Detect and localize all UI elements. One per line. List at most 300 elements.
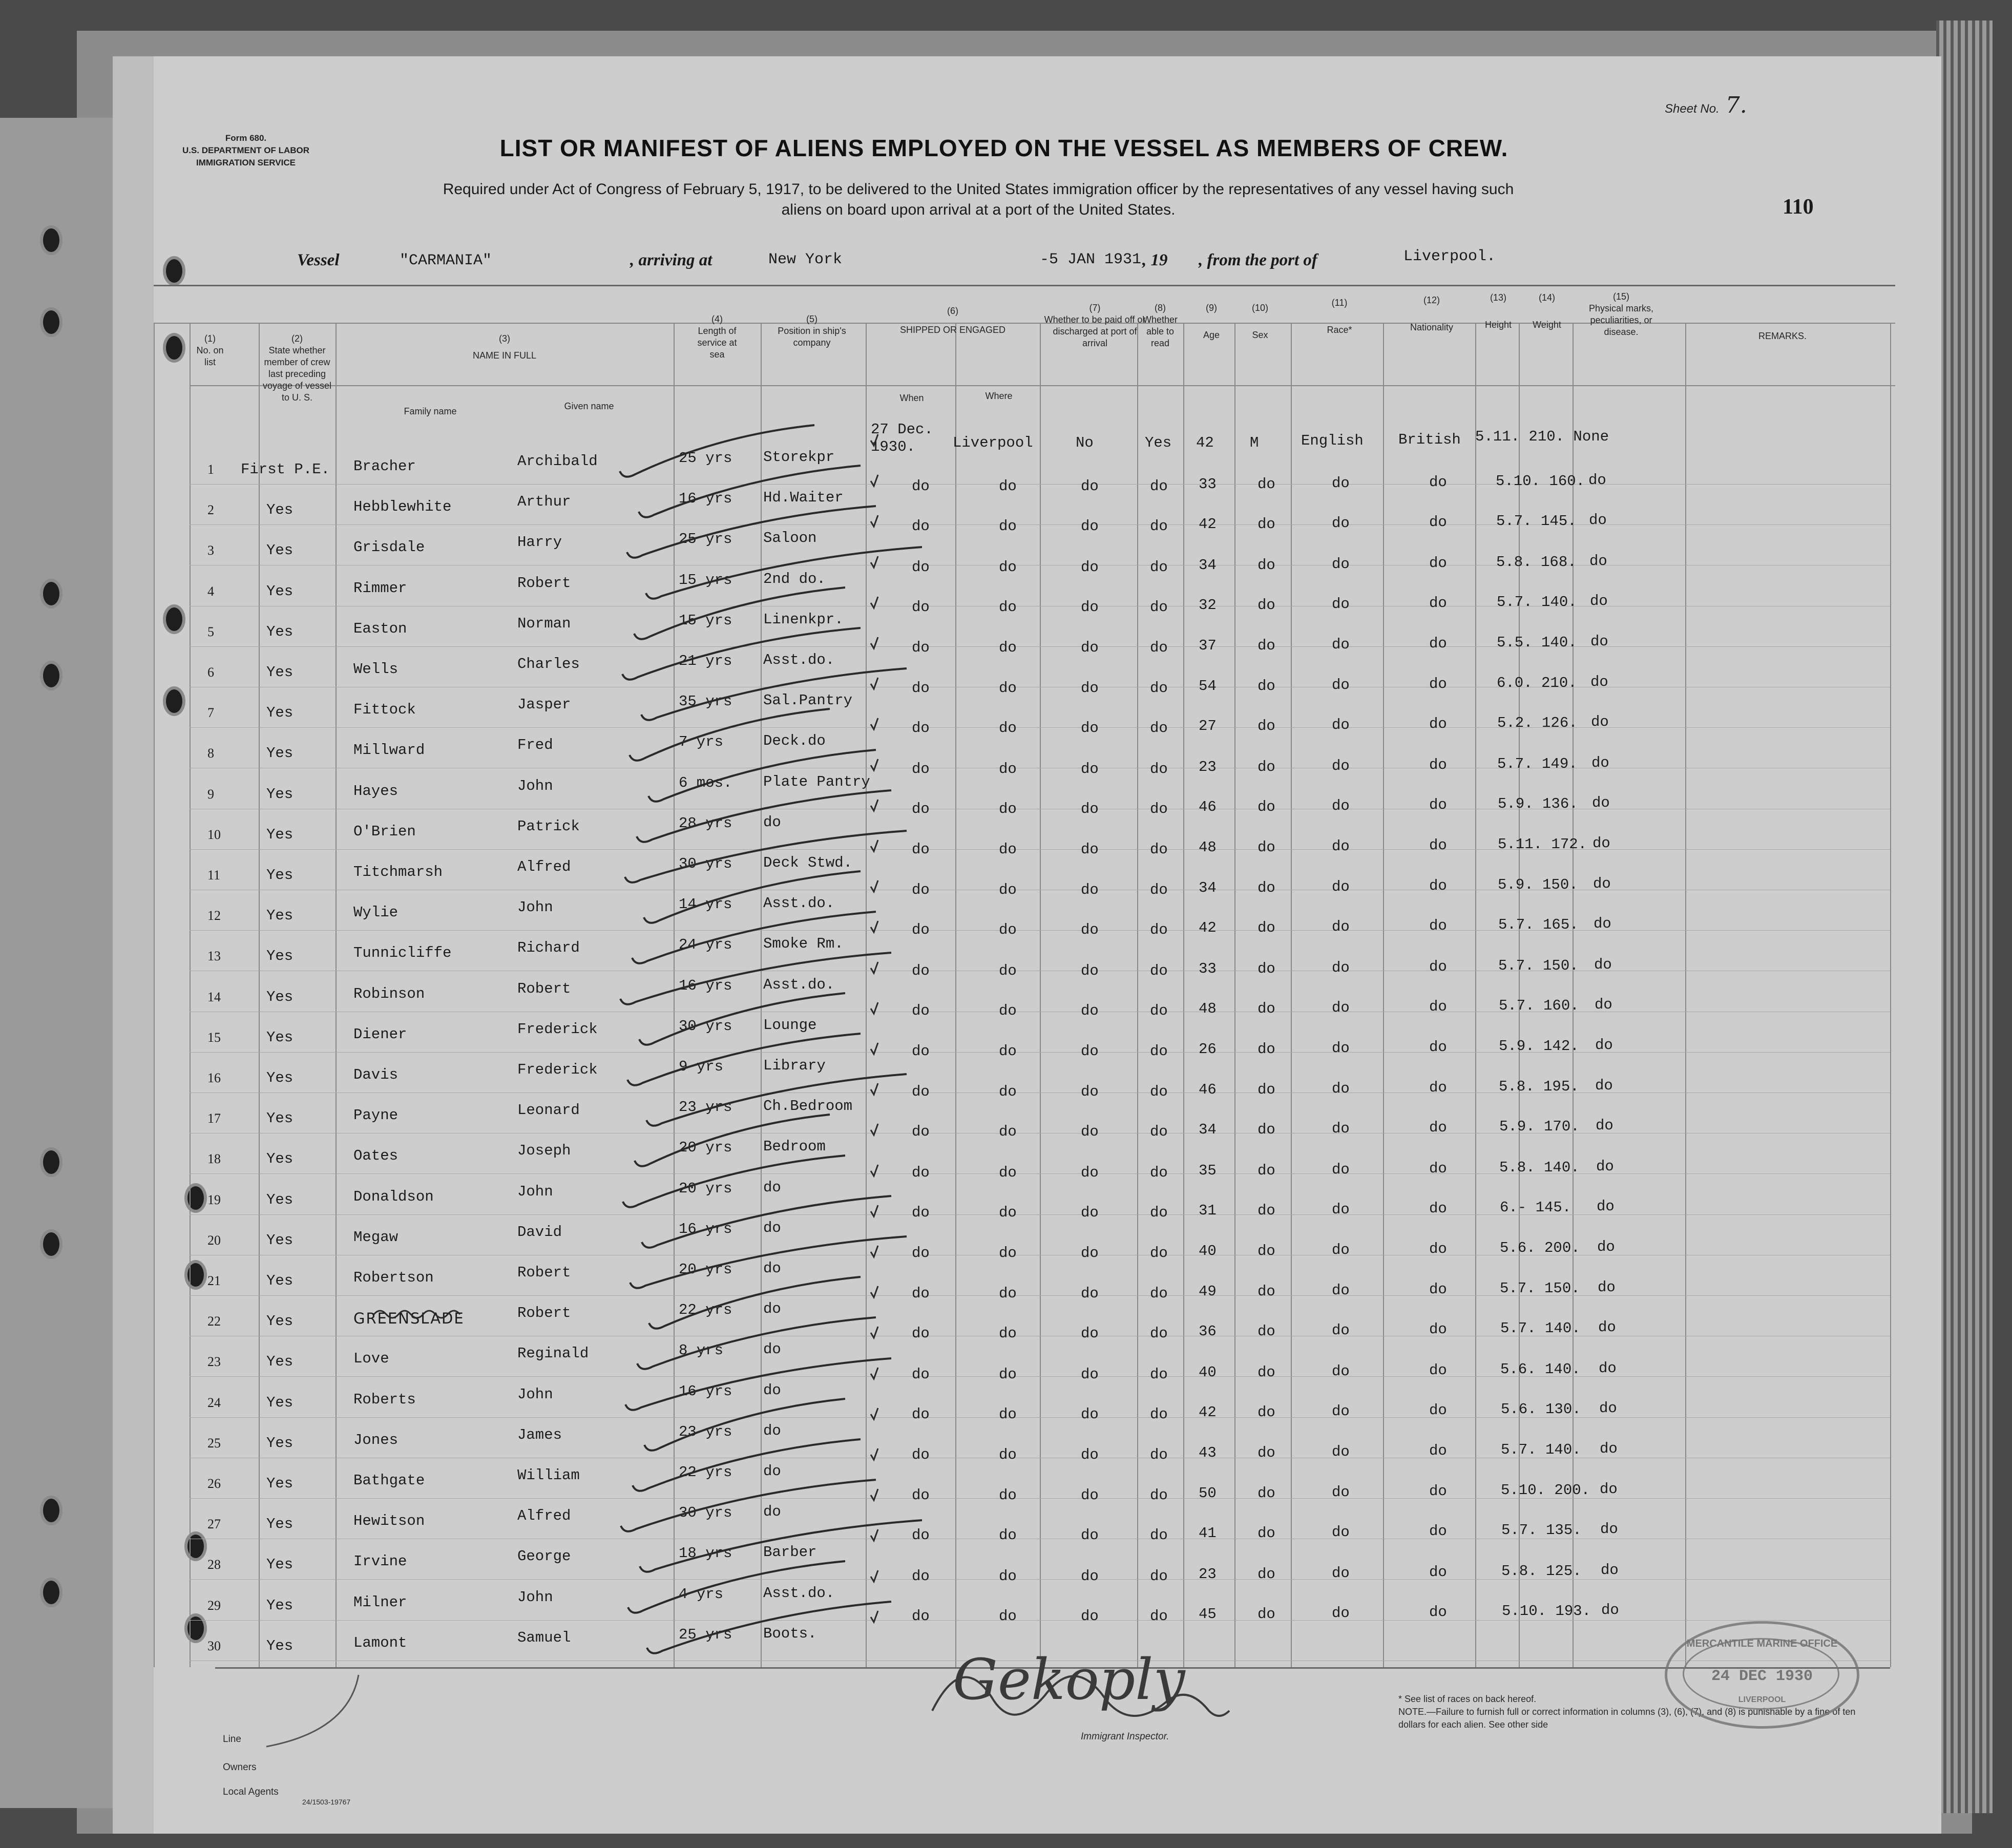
- age: 23: [1199, 1566, 1217, 1583]
- age: 48: [1199, 839, 1217, 856]
- shipped-when: do: [912, 881, 930, 898]
- ship-position: Hd.Waiter: [763, 489, 844, 506]
- ship-position: Asst.do.: [763, 652, 835, 668]
- shipped-when: do: [912, 639, 930, 656]
- race: do: [1332, 797, 1350, 814]
- family-name: Titchmarsh: [353, 864, 443, 880]
- row-line: [190, 727, 1890, 728]
- ship-position: Asst.do.: [763, 1585, 835, 1602]
- physical-marks: do: [1599, 1400, 1617, 1417]
- race: English: [1301, 432, 1364, 449]
- column-rule: [154, 323, 155, 1667]
- row-line: [190, 524, 1890, 525]
- height-weight: 5.8. 168.: [1496, 554, 1577, 571]
- height-weight: 5.8. 140.: [1499, 1159, 1580, 1176]
- row-number: 7: [207, 705, 214, 720]
- paid-off: do: [1081, 639, 1099, 656]
- shipped-when: do: [912, 1164, 930, 1181]
- able-to-read: do: [1150, 1245, 1168, 1262]
- age: 45: [1199, 1606, 1217, 1623]
- arriving-port: New York: [768, 251, 843, 268]
- paid-off: do: [1081, 761, 1099, 778]
- shipped-when-year: 1930.: [871, 438, 916, 455]
- sex: do: [1258, 1283, 1275, 1300]
- race: do: [1332, 1524, 1350, 1541]
- height-weight: 6.0. 210.: [1497, 675, 1577, 691]
- ship-position: Bedroom: [763, 1138, 826, 1155]
- age: 26: [1199, 1041, 1217, 1058]
- shipped-when: do: [912, 1406, 930, 1423]
- row-line: [190, 1295, 1890, 1296]
- shipped-where: do: [999, 1083, 1017, 1100]
- paid-off: do: [1081, 921, 1099, 938]
- physical-marks: do: [1595, 1077, 1613, 1094]
- family-name: Fittock: [353, 701, 416, 718]
- shipped-when: do: [912, 1245, 930, 1262]
- physical-marks: do: [1597, 1238, 1615, 1255]
- height-weight: 5.7. 140.: [1501, 1441, 1581, 1458]
- family-name: Robinson: [353, 985, 425, 1002]
- given-name: John: [517, 899, 553, 916]
- paid-off: do: [1081, 559, 1099, 576]
- family-name: Diener: [353, 1026, 407, 1043]
- family-name: Bathgate: [353, 1472, 425, 1489]
- shipped-when: do: [912, 1043, 930, 1060]
- row-line: [190, 849, 1890, 850]
- given-name: John: [517, 1386, 553, 1403]
- col8-header: (8) Whether able to read: [1142, 303, 1178, 348]
- shipped-when: do: [912, 962, 930, 979]
- nationality: do: [1429, 1119, 1447, 1136]
- col9-header: (9) Age: [1203, 303, 1220, 340]
- row-number: 5: [207, 624, 214, 639]
- race: do: [1332, 1201, 1350, 1218]
- length-of-service: 14 yrs: [679, 896, 732, 913]
- race: do: [1332, 1080, 1350, 1097]
- shipped-where: do: [999, 1487, 1017, 1504]
- family-name: Irvine: [353, 1553, 407, 1570]
- nationality: do: [1429, 676, 1447, 692]
- row-number: 15: [207, 1030, 221, 1045]
- height-weight: 5.7. 160.: [1499, 997, 1579, 1014]
- stamp-date: 24 DEC 1930: [1711, 1668, 1813, 1685]
- row-number: 2: [207, 502, 214, 517]
- family-name: Jones: [353, 1432, 399, 1448]
- print-code: 24/1503-19767: [302, 1798, 351, 1806]
- physical-marks: do: [1591, 713, 1609, 730]
- nationality: do: [1429, 1160, 1447, 1177]
- physical-marks: do: [1590, 674, 1608, 690]
- paid-off: do: [1081, 1366, 1099, 1383]
- paid-off: do: [1081, 1245, 1099, 1262]
- nationality: do: [1429, 474, 1447, 491]
- paid-off: do: [1081, 1204, 1099, 1221]
- age: 54: [1199, 678, 1217, 695]
- length-of-service: 7 yrs: [679, 733, 724, 750]
- stamp-text: MERCANTILE MARINE OFFICE: [1686, 1638, 1838, 1649]
- physical-marks: do: [1598, 1279, 1616, 1296]
- ship-position: Storekpr: [763, 449, 835, 466]
- given-name: Archibald: [517, 453, 598, 470]
- previous-voyage: Yes: [266, 1232, 294, 1249]
- able-to-read: do: [1150, 921, 1168, 938]
- sex: do: [1258, 879, 1275, 896]
- row-number: 22: [207, 1314, 221, 1329]
- from-label: , from the port of: [1199, 251, 1317, 269]
- binding-hole: [40, 1496, 62, 1525]
- length-of-service: 20 yrs: [679, 1139, 732, 1156]
- age: 49: [1199, 1283, 1217, 1300]
- able-to-read: do: [1150, 1285, 1168, 1302]
- shipped-where: do: [999, 1123, 1017, 1140]
- family-name: Oates: [353, 1147, 399, 1164]
- nationality: do: [1429, 958, 1447, 975]
- sex: do: [1258, 597, 1275, 614]
- age: 27: [1199, 718, 1217, 734]
- race: do: [1332, 1403, 1350, 1420]
- binding-hole: [184, 1613, 207, 1643]
- height-weight: 5.8. 125.: [1501, 1563, 1582, 1580]
- row-line: [190, 1579, 1890, 1580]
- previous-voyage: Yes: [266, 1353, 294, 1370]
- paid-off: do: [1081, 1446, 1099, 1463]
- paid-off: do: [1081, 1527, 1099, 1544]
- physical-marks: do: [1601, 1602, 1619, 1619]
- page-margin: [113, 56, 154, 1834]
- given-name: Arthur: [517, 493, 571, 510]
- row-line: [190, 930, 1890, 931]
- previous-voyage: Yes: [266, 867, 294, 884]
- given-name: Robert: [517, 575, 571, 592]
- able-to-read: do: [1150, 720, 1168, 737]
- shipped-where: do: [999, 1568, 1017, 1585]
- physical-marks: do: [1597, 1198, 1615, 1215]
- binding-hole: [163, 333, 185, 363]
- age: 46: [1199, 1081, 1217, 1098]
- height-weight: 5.7. 135.: [1501, 1522, 1582, 1539]
- height-weight: 5.9. 150.: [1498, 876, 1578, 893]
- previous-voyage: Yes: [266, 664, 294, 681]
- length-of-service: 20 yrs: [679, 1261, 732, 1278]
- given-name: Patrick: [517, 818, 580, 835]
- table-header-bottom: [190, 385, 1895, 386]
- shipped-when: do: [912, 1527, 930, 1544]
- age: 40: [1199, 1364, 1217, 1381]
- sex: do: [1258, 1243, 1275, 1259]
- ship-position: Deck Stwd.: [763, 854, 853, 871]
- previous-voyage: Yes: [266, 583, 294, 600]
- nationality: do: [1429, 1604, 1447, 1621]
- age: 34: [1199, 879, 1217, 896]
- shipped-when: do: [912, 1568, 930, 1585]
- shipped-when: do: [912, 801, 930, 817]
- given-name: Alfred: [517, 1507, 571, 1524]
- race: do: [1332, 475, 1350, 492]
- row-number: 3: [207, 543, 214, 558]
- ship-position: Smoke Rm.: [763, 935, 844, 952]
- family-name: O'Brien: [353, 823, 416, 840]
- physical-marks: do: [1594, 956, 1612, 973]
- binding-hole: [163, 604, 185, 634]
- height-weight: 5.9. 136.: [1498, 795, 1578, 812]
- binding-hole: [40, 1578, 62, 1607]
- stamp-place: LIVERPOOL: [1738, 1695, 1786, 1704]
- able-to-read: do: [1150, 478, 1168, 495]
- arriving-label: , arriving at: [630, 251, 712, 269]
- col2-header: (2) State whether member of crew last preceding voyage of vessel to U. S.: [262, 333, 332, 403]
- previous-voyage: Yes: [266, 1597, 294, 1614]
- ship-position: do: [763, 1463, 781, 1480]
- row-number: 27: [207, 1517, 221, 1531]
- row-number: 26: [207, 1476, 221, 1491]
- shipped-when: do: [912, 761, 930, 778]
- physical-marks: do: [1591, 754, 1609, 771]
- shipped-when: 27 Dec.: [871, 421, 933, 438]
- inspector-signature: Gekoply: [953, 1647, 1185, 1712]
- row-line: [190, 1214, 1890, 1215]
- paid-off: do: [1081, 1406, 1099, 1423]
- row-number: 6: [207, 665, 214, 680]
- col15-header: (15) Physical marks, peculiarities, or disease.: [1588, 291, 1654, 337]
- family-name: Love: [353, 1350, 389, 1367]
- row-line: [190, 1173, 1890, 1174]
- family-name: Robertson: [353, 1269, 434, 1286]
- shipped-when: do: [912, 841, 930, 858]
- previous-voyage: Yes: [266, 542, 294, 559]
- physical-marks: do: [1600, 1521, 1618, 1538]
- sex: do: [1258, 1162, 1275, 1179]
- height-weight: 5.7. 150.: [1500, 1280, 1580, 1297]
- ship-position: do: [763, 1300, 781, 1317]
- row-number: 25: [207, 1436, 221, 1451]
- shipped-where: do: [999, 720, 1017, 737]
- col12-header: (12) Nationality: [1410, 295, 1454, 332]
- family-name: Lamont: [353, 1634, 407, 1651]
- nationality: do: [1429, 1362, 1447, 1379]
- nationality: do: [1429, 555, 1447, 572]
- sex: do: [1258, 1000, 1275, 1017]
- row-number: 24: [207, 1395, 221, 1410]
- service: IMMIGRATION SERVICE: [196, 158, 296, 167]
- shipped-when: do: [912, 1366, 930, 1383]
- subtitle-line-2: aliens on board upon arrival at a port of the United States.: [781, 201, 1176, 218]
- shipped-where: do: [999, 1446, 1017, 1463]
- race: do: [1332, 717, 1350, 733]
- ship-position: do: [763, 1341, 781, 1358]
- given-name: Norman: [517, 615, 571, 632]
- shipped-when: do: [912, 1204, 930, 1221]
- sex: do: [1258, 1323, 1275, 1340]
- column-rule: [1890, 323, 1891, 1667]
- row-number: 18: [207, 1151, 221, 1166]
- able-to-read: do: [1150, 1446, 1168, 1463]
- sex: do: [1258, 1444, 1275, 1461]
- shipped-where: do: [999, 1527, 1017, 1544]
- family-name: Donaldson: [353, 1188, 434, 1205]
- row-number: 29: [207, 1598, 221, 1613]
- department: U.S. DEPARTMENT OF LABOR: [182, 145, 310, 155]
- paid-off: do: [1081, 518, 1099, 535]
- physical-marks: do: [1600, 1481, 1618, 1498]
- row-number: 1: [207, 462, 214, 477]
- nationality: do: [1429, 1281, 1447, 1298]
- form-identifier: [169, 132, 323, 169]
- able-to-read: do: [1150, 962, 1168, 979]
- binding-hole: [40, 1229, 62, 1259]
- length-of-service: 8 yrs: [679, 1342, 724, 1359]
- race: do: [1332, 1120, 1350, 1137]
- length-of-service: 4 yrs: [679, 1586, 724, 1603]
- able-to-read: do: [1150, 559, 1168, 576]
- physical-marks: do: [1590, 593, 1608, 610]
- nationality: do: [1429, 917, 1447, 934]
- shipped-when: do: [912, 1487, 930, 1504]
- age: 42: [1196, 434, 1214, 451]
- row-number: 10: [207, 827, 221, 842]
- age: 46: [1199, 799, 1217, 815]
- paid-off: do: [1081, 1487, 1099, 1504]
- shipped-where: do: [999, 881, 1017, 898]
- able-to-read: do: [1150, 1568, 1168, 1585]
- shipped-when: do: [912, 1446, 930, 1463]
- sheet-number: [1665, 92, 1747, 118]
- given-name: James: [517, 1426, 562, 1443]
- race: do: [1332, 1322, 1350, 1339]
- race: do: [1332, 1282, 1350, 1299]
- binding-hole: [163, 256, 185, 286]
- row-number: 13: [207, 949, 221, 963]
- age: 50: [1199, 1485, 1217, 1502]
- row-line: [190, 1417, 1890, 1418]
- length-of-service: 9 yrs: [679, 1058, 724, 1075]
- paid-off: do: [1081, 599, 1099, 616]
- family-name: Hebblewhite: [353, 498, 452, 515]
- able-to-read: do: [1150, 761, 1168, 778]
- paid-off: do: [1081, 1608, 1099, 1625]
- ship-position: do: [763, 1220, 781, 1236]
- previous-voyage: Yes: [266, 501, 294, 518]
- physical-marks: do: [1592, 835, 1610, 852]
- previous-voyage: Yes: [266, 786, 294, 803]
- given-name: David: [517, 1224, 562, 1241]
- remarks-header: REMARKS.: [1758, 331, 1807, 341]
- age: 23: [1199, 759, 1217, 775]
- able-to-read: do: [1150, 680, 1168, 697]
- row-line: [190, 484, 1890, 485]
- col6b-header: Where: [985, 391, 1013, 401]
- ship-position: Ch.Bedroom: [763, 1098, 853, 1115]
- row-number: 17: [207, 1111, 221, 1126]
- given-name: Harry: [517, 534, 562, 551]
- nationality: do: [1429, 514, 1447, 531]
- race: do: [1332, 596, 1350, 613]
- shipped-when: do: [912, 1325, 930, 1342]
- given-name: Charles: [517, 656, 580, 673]
- row-number: 20: [207, 1233, 221, 1248]
- shipped-where: do: [999, 921, 1017, 938]
- shipped-where: do: [999, 1325, 1017, 1342]
- previous-voyage: Yes: [266, 623, 294, 640]
- ship-position: Sal.Pantry: [763, 692, 853, 709]
- length-of-service: 16 yrs: [679, 1383, 732, 1400]
- row-line: [190, 1052, 1890, 1053]
- able-to-read: do: [1150, 639, 1168, 656]
- row-number: 30: [207, 1639, 221, 1653]
- given-name: Robert: [517, 1264, 571, 1281]
- row-line: [190, 646, 1890, 647]
- nationality: do: [1429, 837, 1447, 854]
- height-weight: 5.9. 142.: [1499, 1038, 1579, 1055]
- binding-hole: [40, 225, 62, 255]
- given-name: John: [517, 778, 553, 794]
- length-of-service: 18 yrs: [679, 1545, 732, 1562]
- height-weight: 5.7. 140.: [1497, 594, 1577, 611]
- able-to-read: do: [1150, 599, 1168, 616]
- nationality: do: [1429, 1241, 1447, 1257]
- document-subtitle: [282, 179, 1675, 220]
- shipped-when: do: [912, 1083, 930, 1100]
- family-name: Payne: [353, 1107, 399, 1124]
- shipped-where: do: [999, 478, 1017, 495]
- given-name: Richard: [517, 939, 580, 956]
- col1-header: (1) No. on list: [196, 333, 224, 367]
- physical-marks: do: [1596, 1158, 1614, 1175]
- ship-position: Lounge: [763, 1017, 817, 1034]
- binding-hole: [184, 1183, 207, 1213]
- length-of-service: 25 yrs: [679, 531, 732, 548]
- shipped-when: do: [912, 559, 930, 576]
- age: 48: [1199, 1000, 1217, 1017]
- age: 42: [1199, 919, 1217, 936]
- shipped-when: do: [912, 1123, 930, 1140]
- row-line: [190, 1376, 1890, 1377]
- race: do: [1332, 1242, 1350, 1258]
- nationality: do: [1429, 1442, 1447, 1459]
- nationality: do: [1429, 1483, 1447, 1500]
- nationality: do: [1429, 1200, 1447, 1217]
- paid-off: do: [1081, 1002, 1099, 1019]
- nationality: British: [1398, 431, 1461, 448]
- family-name: GREENSLADE: [353, 1310, 465, 1327]
- binding-hole: [40, 579, 62, 608]
- penalty-note: NOTE.—Failure to furnish full or correct information in columns (3), (6), (7), and (8) is punishable by a fine of ten dollars for each alien. See other side: [1398, 1707, 1856, 1730]
- row-number: 23: [207, 1354, 221, 1369]
- length-of-service: 28 yrs: [679, 815, 732, 832]
- able-to-read: do: [1150, 1043, 1168, 1060]
- paid-off: do: [1081, 1325, 1099, 1342]
- row-number: 21: [207, 1273, 221, 1288]
- height-weight: 5.7. 165.: [1498, 916, 1579, 933]
- ship-position: Library: [763, 1057, 826, 1074]
- shipped-where: do: [999, 1164, 1017, 1181]
- previous-voyage: Yes: [266, 1272, 294, 1289]
- previous-voyage: Yes: [266, 1191, 294, 1208]
- height-weight: 5.8. 195.: [1499, 1078, 1579, 1095]
- binding-hole: [40, 307, 62, 337]
- row-line: [190, 1498, 1890, 1499]
- nationality: do: [1429, 1079, 1447, 1096]
- paid-off: do: [1081, 1164, 1099, 1181]
- able-to-read: do: [1150, 1608, 1168, 1625]
- shipped-when: do: [912, 720, 930, 737]
- ship-position: do: [763, 1382, 781, 1399]
- able-to-read: do: [1150, 1366, 1168, 1383]
- length-of-service: 15 yrs: [679, 612, 732, 629]
- row-number: 12: [207, 908, 221, 923]
- shipped-where: do: [999, 599, 1017, 616]
- physical-marks: do: [1589, 512, 1607, 529]
- row-line: [190, 1620, 1890, 1621]
